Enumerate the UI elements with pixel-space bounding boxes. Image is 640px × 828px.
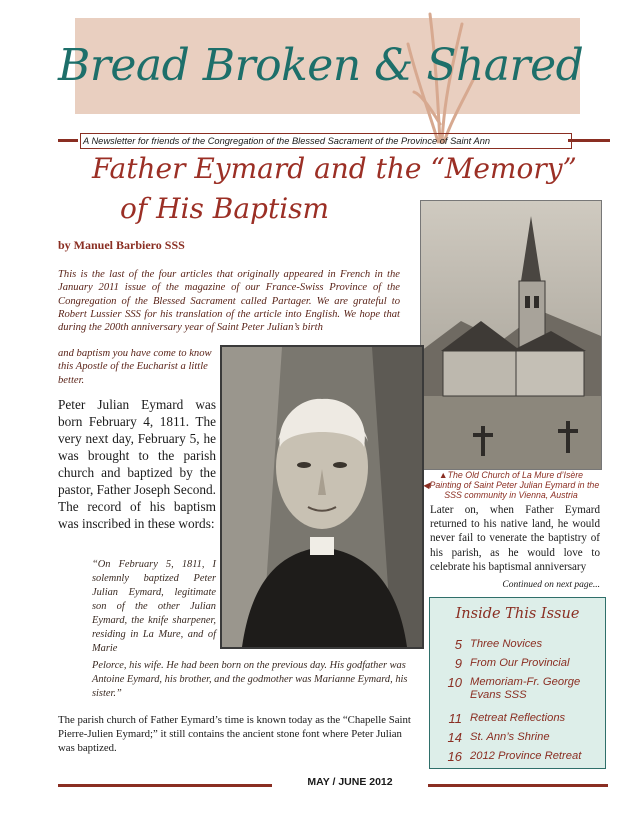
inside-this-issue-box bbox=[429, 597, 606, 769]
tagline-rule-left bbox=[58, 139, 78, 142]
issue-date: MAY / JUNE 2012 bbox=[307, 776, 393, 788]
inside-item-page: 16 bbox=[447, 749, 462, 764]
inside-item-page: 11 bbox=[448, 711, 462, 726]
inside-item-label: Memoriam-Fr. George Evans SSS bbox=[470, 676, 581, 701]
inside-item[interactable] bbox=[438, 731, 603, 746]
inside-title: Inside This Issue bbox=[455, 606, 580, 622]
article-body-left: Peter Julian Eymard was born February 4, 1811. The very next day, February 5, he was brought to the parish church and baptized by the pastor, Father Joseph Second. The record of his baptism was inscribed in these words: bbox=[58, 397, 216, 531]
church-caption: ▲The Old Church of La Mure d’Isère bbox=[438, 470, 584, 480]
inside-item-page: 9 bbox=[454, 656, 462, 671]
inside-item-page: 14 bbox=[447, 730, 462, 745]
inside-item-label: 2012 Province Retreat bbox=[470, 750, 582, 762]
newsletter-title: Bread Broken & Shared bbox=[58, 40, 584, 91]
inside-item-page: 5 bbox=[454, 637, 462, 652]
photo-captions bbox=[420, 470, 602, 500]
article-intro: This is the last of the four articles that originally appeared in French in the January 2011 issue of the magazine of our France-Swiss Province of the Congregation of the Blessed Sacrament called Partager. We are grateful to Robert Lussier SSS for his translation of the article into English. We hope that during the 200th anniversary year of Saint Peter Julian’s birth bbox=[58, 269, 400, 334]
baptism-record-quote: “On February 5, 1811, I solemnly baptized Peter Julian Eymard, legitimate son of the other Julian Eymard, the knife sharpener, residing in La Mure, and of Marie bbox=[92, 559, 216, 654]
inside-item-label: St. Ann’s Shrine bbox=[470, 731, 550, 743]
newsletter-tagline: A Newsletter for friends of the Congregation of the Blessed Sacrament of the Province of Saint Ann bbox=[80, 133, 572, 149]
inside-item[interactable] bbox=[438, 676, 603, 702]
continued-note: Continued on next page... bbox=[502, 580, 600, 590]
article-headline-line2: of His Baptism bbox=[120, 192, 330, 225]
inside-item[interactable] bbox=[438, 657, 603, 672]
article-byline: by Manuel Barbiero SSS bbox=[58, 238, 185, 252]
inside-item-page: 10 bbox=[447, 675, 462, 690]
portrait-painting bbox=[220, 345, 424, 649]
baptism-record-quote-continued: Pelorce, his wife. He had been born on the previous day. His godfather was Antoine Eymard, his brother, and the godmother was Marianne Eymard, his sister.” bbox=[92, 660, 408, 699]
inside-item-label: Retreat Reflections bbox=[470, 712, 566, 724]
footer-rule-right bbox=[428, 784, 608, 787]
article-body-bottom: The parish church of Father Eymard’s time is known today as the “Chapelle Saint Pierre-Julien Eymard;” it still contains the ancient stone font where Peter Julian was baptized. bbox=[58, 714, 411, 754]
inside-item[interactable] bbox=[438, 750, 603, 765]
inside-item[interactable] bbox=[438, 638, 603, 653]
church-photo bbox=[420, 200, 602, 470]
inside-item[interactable] bbox=[438, 712, 603, 727]
footer-rule-left bbox=[58, 784, 272, 787]
article-headline-line1: Father Eymard and the “Memory” bbox=[92, 152, 577, 185]
inside-item-label: Three Novices bbox=[470, 638, 543, 650]
article-body-right: Later on, when Father Eymard returned to his native land, he would never fail to venerate the baptistry of his parish, as he would love to celebrate his baptismal anniversary bbox=[430, 504, 600, 573]
inside-item-label: From Our Provincial bbox=[470, 657, 570, 669]
article-intro-tail: and baptism you have come to know this Apostle of the Eucharist a little better. bbox=[58, 348, 212, 386]
tagline-rule-right bbox=[568, 139, 610, 142]
portrait-caption: ◀Painting of Saint Peter Julian Eymard in the SSS community in Vienna, Austria bbox=[422, 480, 600, 500]
